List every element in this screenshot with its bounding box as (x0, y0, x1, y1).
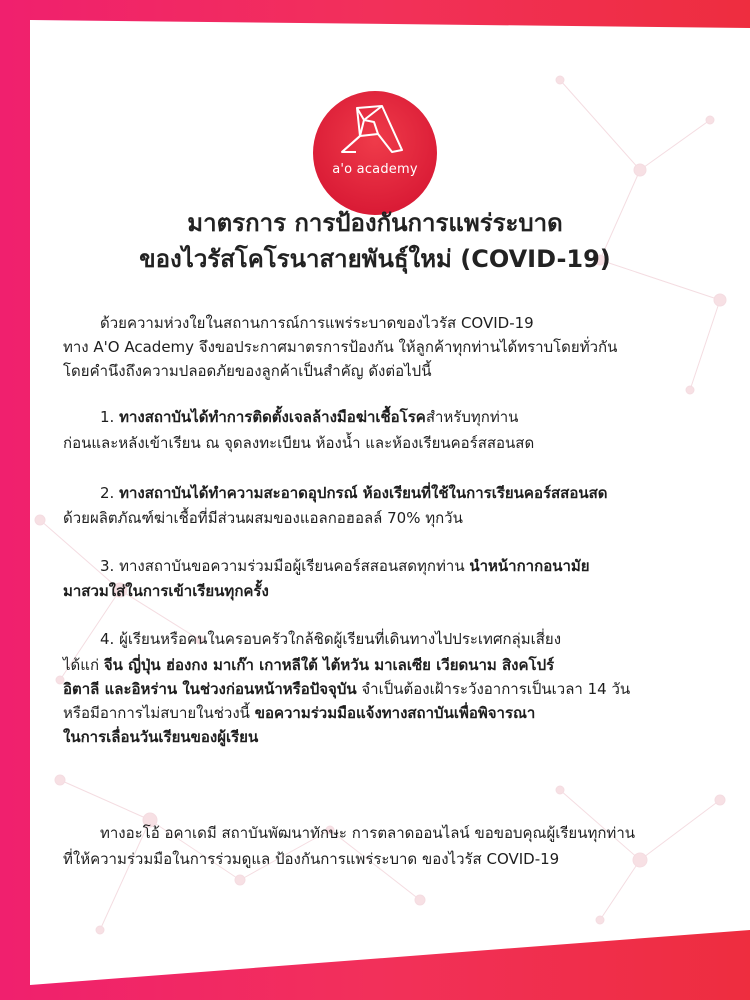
closing-line-1: ทางอะโอ้ อคาเดมี สถาบันพัฒนาทักษะ การตลาดออนไลน์ ขอขอบคุณผู้เรียนทุกท่าน (100, 824, 635, 842)
item-4-line-2-lead: ได้แก่ (63, 656, 104, 674)
item-3-line-2: มาสวมใส่ในการเข้าเรียนทุกครั้ง (63, 582, 269, 600)
item-4-line-2 (63, 654, 554, 676)
item-4-line-1: 4. ผู้เรียนหรือคนในครอบครัวใกล้ชิดผู้เรียนที่เดินทางไปประเทศกลุ่มเสี่ยง (100, 630, 562, 648)
intro-line-2: ทาง A'O Academy จึงขอประกาศมาตรการป้องกัน ให้ลูกค้าทุกท่านได้ทราบโดยทั่วกัน (63, 338, 618, 356)
ao-academy-logo-icon (312, 90, 438, 216)
item-2-line-1 (100, 482, 608, 504)
item-1-rest: สำหรับทุกท่าน (425, 408, 519, 426)
item-1-line-2: ก่อนและหลังเข้าเรียน ณ จุดลงทะเบียน ห้องน้ำ และห้องเรียนคอร์สสอนสด (63, 434, 535, 452)
item-4-countries: จีน ญี่ปุ่น ฮ่องกง มาเก๊า เกาหลีใต้ ไต้หวัน มาเลเซีย เวียดนาม สิงคโปร์ (103, 656, 555, 674)
item-4-line-3 (63, 678, 630, 700)
item-3-bold: นำหน้ากากอนามัย (469, 557, 590, 575)
item-4-line-5: ในการเลื่อนวันเรียนของผู้เรียน (63, 728, 259, 746)
item-3-normal: ทางสถาบันขอความร่วมมือผู้เรียนคอร์สสอนสดทุกท่าน (119, 557, 470, 575)
item-4-line-3-rest: จำเป็นต้องเฝ้าระวังอาการเป็นเวลา 14 วัน (356, 680, 631, 698)
logo-text: a'o academy (332, 162, 418, 177)
item-1-bold: ทางสถาบันได้ทำการติดตั้งเจลล้างมือฆ่าเชื้อโรค (119, 408, 426, 426)
closing-line-2: ที่ให้ความร่วมมือในการร่วมดูแล ป้องกันการแพร่ระบาด ของไวรัส COVID-19 (63, 850, 560, 868)
item-3-line-1 (100, 555, 590, 577)
item-2-bold: ทางสถาบันได้ทำความสะอาดอุปกรณ์ ห้องเรียนที่ใช้ในการเรียนคอร์สสอนสด (119, 484, 608, 502)
item-2-line-2: ด้วยผลิตภัณฑ์ฆ่าเชื้อที่มีส่วนผสมของแอลกอฮอลล์ 70% ทุกวัน (63, 509, 463, 527)
item-4-line-4 (63, 702, 535, 724)
intro-line-1: ด้วยความห่วงใยในสถานการณ์การแพร่ระบาดของไวรัส COVID-19 (100, 314, 534, 332)
page-title-line-1: มาตรการ การป้องกันการแพร่ระบาด (187, 209, 563, 237)
item-4-line-3-bold: อิตาลี และอิหร่าน ในช่วงก่อนหน้าหรือปัจจุบัน (63, 680, 357, 698)
ao-academy-logo (312, 90, 438, 216)
item-4-line-4-bold: ขอความร่วมมือแจ้งทางสถาบันเพื่อพิจารณา (254, 704, 536, 722)
intro-line-3: โดยคำนึงถึงความปลอดภัยของลูกค้าเป็นสำคัญ ดังต่อไปนี้ (63, 362, 432, 380)
item-2-number: 2. (100, 484, 120, 502)
item-4-line-4-lead: หรือมีอาการไม่สบายในช่วงนี้ (63, 704, 255, 722)
item-3-number: 3. (100, 557, 120, 575)
page-title-line-2: ของไวรัสโคโรนาสายพันธุ์ใหม่ (COVID-19) (139, 245, 611, 273)
item-1-line-1 (100, 406, 518, 428)
item-1-number: 1. (100, 408, 120, 426)
